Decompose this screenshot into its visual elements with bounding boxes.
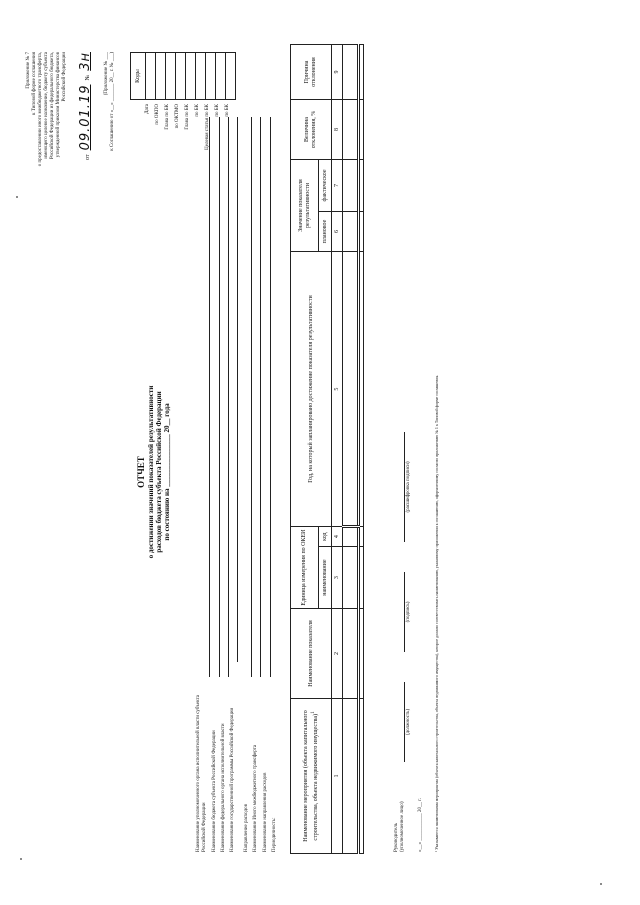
sub-header-unit-name: наименование [319, 547, 332, 609]
appendix-line: утвержденной приказом Министерства финансов [56, 52, 61, 158]
col-number: 7 [332, 160, 343, 212]
date-prefix: от [85, 154, 91, 160]
table-cell [343, 211, 359, 251]
annex-line-1: (Приложение № ___ [104, 52, 109, 96]
col-number: 6 [332, 211, 343, 251]
col-number: 4 [332, 527, 343, 547]
appendix-line: Приложение № 7 [26, 52, 31, 89]
col-number: 1 [332, 699, 343, 854]
code-label: Целевая статья по БК [205, 104, 210, 150]
annex-line-2: к Соглашению от «__» _______ 20__ г. № ___) [110, 52, 115, 151]
table-cell [359, 699, 364, 854]
table-cell [359, 252, 364, 527]
annex-reference [104, 52, 116, 272]
scan-speck [600, 883, 602, 885]
report-title [136, 292, 171, 652]
code-label: по ОКПО [155, 104, 160, 125]
code-label: по БК [215, 104, 220, 117]
code-cell [226, 53, 236, 100]
table-cell [343, 699, 359, 854]
code-labels [145, 104, 235, 194]
scan-speck [20, 858, 22, 860]
signature-line [404, 572, 405, 652]
table-cell [343, 45, 359, 100]
table-cell [359, 45, 364, 100]
field-program: Наименование государственной программы Российской Федерации [230, 707, 235, 852]
field-line [251, 117, 252, 677]
code-cell [216, 53, 226, 100]
col-header-unit: Единица измерения по ОКЕИ [291, 527, 319, 609]
col-header-year: Год, на который запланировано достижение показателя результативности [291, 252, 332, 527]
report-form-page [20, 12, 620, 892]
table-cell [359, 547, 364, 609]
code-cell [146, 53, 156, 100]
field-federal-body: Наименование федерального органа исполнительной власти [221, 723, 226, 852]
table-cell [359, 527, 364, 547]
field-direction: Направление расходов [244, 804, 249, 852]
field-line [228, 117, 229, 677]
date-mid: № [85, 74, 91, 81]
field-transfer: Наименование Иного межбюджетного трансферта [253, 744, 258, 852]
field-budget: Наименование бюджета субъекта Российской Федерации [212, 730, 217, 852]
field-periodicity: Периодичность: [272, 817, 277, 852]
signature-sign: (подпись) [406, 601, 411, 623]
field-authority: Наименование уполномоченного органа исполнительной власти субъекта Российской Федерации [196, 695, 207, 852]
results-table [290, 44, 364, 854]
col-header-value: Значение показателя результативности [291, 160, 319, 252]
signature-position: (должность) [406, 708, 411, 736]
table-cell [343, 160, 359, 212]
title-line-1: ОТЧЕТ [136, 456, 146, 488]
field-line [270, 117, 271, 677]
code-cell [156, 53, 166, 100]
code-label: Глава по БК [165, 104, 170, 130]
table-cell [343, 547, 359, 609]
table-cell [359, 100, 364, 160]
code-cell [166, 53, 176, 100]
col-number: 9 [332, 45, 343, 100]
code-label: по БК [195, 104, 200, 117]
code-cell [176, 53, 186, 100]
sub-header-unit-code: код [319, 527, 332, 547]
col-number: 5 [332, 252, 343, 527]
appendix-line: к Типовой форме соглашения [32, 52, 37, 115]
code-cell [186, 53, 196, 100]
field-line [209, 117, 210, 677]
signature-decode: (расшифровка подписи) [406, 461, 411, 513]
table-cell [343, 609, 359, 699]
handwritten-number: 3н [78, 52, 93, 71]
appendix-line: Российской Федерации [62, 52, 67, 102]
appendix-block [26, 52, 68, 292]
signature-head-line: Руководитель [394, 822, 399, 852]
col-header-activity [291, 699, 332, 854]
title-line-3: расходов бюджета субъекта Российской Федерации [155, 391, 163, 553]
col-number: 3 [332, 547, 343, 609]
codes-table [130, 52, 236, 100]
footnote: ¹ Указываются наименования мероприятия (объекта капитального строительства, объекта недвижимого имущества), которое должно соответствовать наименованию, указанному приложении к соглашению, оформленному согласно приложению № 1 к Типовой форме соглашения. [434, 374, 439, 852]
table-cell [343, 252, 359, 527]
appendix-line: о предоставлении иного межбюджетного трансферта, [38, 52, 43, 167]
code-label: Глава по БК [185, 104, 190, 130]
col-header-reason: Причина отклонения [291, 45, 332, 100]
signature-head [394, 801, 406, 852]
handwritten-date: 09.01.19 [78, 84, 93, 151]
field-line [237, 117, 238, 662]
field-line [219, 117, 220, 677]
codes-header: Коды [131, 53, 146, 100]
col-number: 2 [332, 609, 343, 699]
signature-head-line: (уполномоченное лицо) [400, 801, 405, 852]
footnote-marker: 1 [310, 711, 316, 714]
appendix-line: Российской Федерации из федерального бюджета, [50, 52, 55, 160]
signature-line [404, 682, 405, 762]
sub-header-plan: плановое [319, 211, 332, 251]
title-line-4: по состоянию на _______________ 20__ года [163, 403, 171, 541]
signature-date: «__» ___________ 20__ г. [418, 798, 423, 852]
signature-line [404, 432, 405, 542]
title-line-2: о достижении значений показателей результативности [147, 385, 155, 559]
appendix-line: имеющего целевое назначение, бюджету субъекта [44, 52, 49, 159]
col-header-deviation: Величина отклонения, % [291, 100, 332, 160]
col-number: 8 [332, 100, 343, 160]
table-cell [359, 211, 364, 251]
field-expense-direction: Наименование направления расходов [263, 772, 268, 852]
code-label: по ОКТМО [175, 104, 180, 129]
table-cell [343, 100, 359, 160]
code-label: по БК [225, 104, 230, 117]
field-line [260, 117, 261, 677]
table-cell [343, 527, 359, 547]
table-cell [359, 609, 364, 699]
col-header-activity-text: Наименование мероприятия (объекта капитального строительства, объекта недвижимого имущества) [302, 710, 319, 842]
appendix-date [76, 52, 94, 272]
sub-header-fact: фактическое [319, 160, 332, 212]
scan-speck [16, 196, 18, 198]
col-header-indicator: Наименование показателя [291, 609, 332, 699]
code-label: Дата [145, 104, 150, 114]
code-cell [206, 53, 216, 100]
table-cell [359, 160, 364, 212]
code-cell [196, 53, 206, 100]
